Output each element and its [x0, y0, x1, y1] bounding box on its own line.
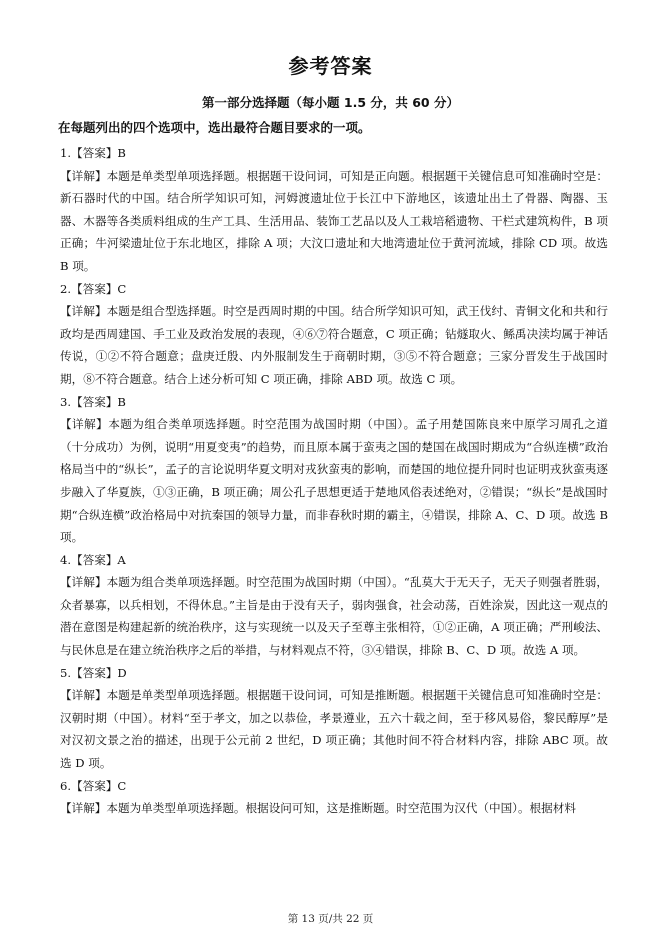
explanation-text: 【详解】本题为组合类单项选择题。时空范围为战国时期（中国）。孟子用楚国陈良来中原学习周孔之道（十分成功）为例，说明“用夏变夷”的趋势，而且原本属于蛮夷之国的楚国在战国时期成为“合纵连横”政治格局当中的“纵长”，孟子的言论说明华夏文明对戎狄蛮夷的影响，而楚国的地位提升同时也证明戎狄蛮夷逐步融入了华夏族，①③正确，B 项正确；周公孔子思想更适于楚地风俗表述绝对，②错误；“纵长”是战国时期“合纵连横”政治格局中对抗秦国的领导力量，而非春秋时期的霸主，④错误，排除 A、C、D 项。故选 B 项。: [60, 417, 608, 545]
explanation-text: 【详解】本题是单类型单项选择题。根据题干设问词，可知是正向题。根据题干关键信息可知准确时空是：新石器时代的中国。结合所学知识可知，河姆渡遗址位于长江中下游地区，该遗址出土了骨器、陶器、玉器、木器等各类质料组成的生产工具、生活用品、装饰工艺品以及人工栽培稻遗物、干栏式建筑构件，B 项正确；牛河梁遗址位于东北地区，排除 A 项；大汶口遗址和大地湾遗址位于黄河流域，排除 CD 项。故选 B 项。: [60, 168, 608, 273]
explanation-text: 【详解】本题为单类型单项选择题。根据设问可知，这是推断题。时空范围为汉代（中国）。根据材料: [60, 801, 576, 816]
answer-line: 2.【答案】C: [60, 281, 127, 296]
answer-line: 1.【答案】B: [60, 146, 126, 160]
answer-line: 5.【答案】D: [60, 665, 127, 680]
page-footer: 第 13 页/共 22 页: [287, 913, 374, 925]
answer-line: 4.【答案】A: [60, 552, 126, 567]
question-block: [60, 391, 608, 549]
question-block: [60, 549, 608, 662]
answer-line: 3.【答案】B: [60, 394, 126, 409]
answer-line: 6.【答案】C: [60, 778, 127, 793]
question-block: [60, 142, 608, 278]
explanation-text: 【详解】本题是组合型选择题。时空是西周时期的中国。结合所学知识可知，武王伐纣、青铜文化和共和行政均是西周建国、手工业及政治发展的表现，④⑥⑦符合题意，C 项正确；钻燧取火、鲧禹决渎均属于神话传说，①②不符合题意；盘庚迁殷、内外服制发生于商朝时期，③⑤不符合题意；三家分晋发生于战国时期，⑧不符合题意。结合上述分析可知 C 项正确，排除 ABD 项。故选 C 项。: [60, 304, 608, 386]
question-block: [60, 775, 608, 820]
page-title: 参考答案: [288, 54, 373, 78]
instruction-text: 在每题列出的四个选项中，选出最符合题目要求的一项。: [58, 120, 371, 135]
section-heading: 第一部分选择题（每小题 1.5 分，共 60 分）: [202, 95, 459, 110]
explanation-text: 【详解】本题为组合类单项选择题。时空范围为战国时期（中国）。“乱莫大于无天子，无天子则强者胜弱，众者暴寡，以兵相划，不得休息。”主旨是由于没有天子，弱肉强食，社会动荡，百姓涂炭，因此这一观点的潜在意图是构建起新的统治秩序，这与实现统一以及天子至尊主张相符，①②正确，A 项正确；严刑峻法、与民休息是在建立统治秩序之后的举措，与材料观点不符，③④错误，排除 B、C、D 项。故选 A 项。: [60, 575, 608, 658]
explanation-text: 【详解】本题是单类型单项选择题。根据题干设问词，可知是推断题。根据题干关键信息可知准确时空是：汉朝时期（中国）。材料“至于孝文，加之以恭俭，孝景遵业，五六十载之间，至于移风易俗，黎民醇厚”是对汉初文景之治的描述，出现于公元前 2 世纪，D 项正确；其他时间不符合材料内容，排除 ABC 项。故选 D 项。: [60, 688, 608, 771]
answer-list: [60, 142, 608, 820]
question-block: [60, 278, 608, 391]
question-block: [60, 662, 608, 775]
